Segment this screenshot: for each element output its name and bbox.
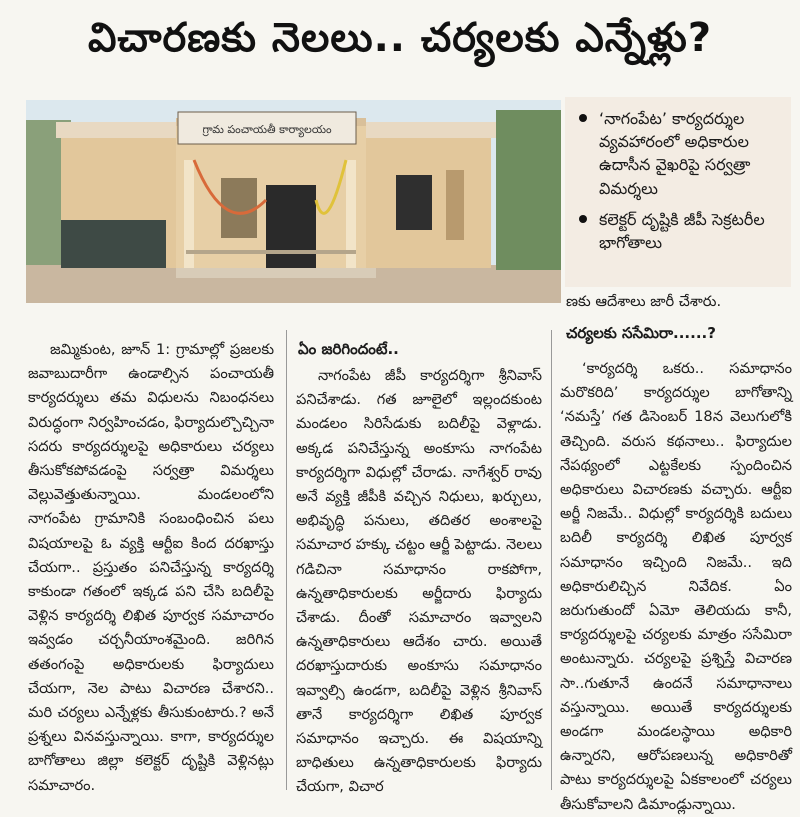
bullet-icon [579, 114, 587, 122]
column-2-paragraph: నాగంపేట జీపీ కార్యదర్శిగా శ్రీనివాస్ పనిచేశాడు. గత జూలైలో ఇల్లందకుంట మండలం సిరిసేడుకు బదిలీపై వెళ్లాడు. అక్కడ పనిచేస్తున్న అంకూసు నాగంపేట కార్యదర్శిగా విధుల్లో చేరాడు. నాగేశ్వర్ రావు అనే వ్యక్తి జీపీకి వచ్చిన నిధులు, ఖర్చులు, అభివృద్ధి పనులు, తదితర అంశాలపై సమాచార హక్కు చట్టం ఆర్జీ పెట్టాడు. నెలలు గడిచినా సమాధానం రాకపోగా, ఉన్నతాధికారులకు అర్జీదారు ఫిర్యాదు చేశాడు. దీంతో సమాచారం ఇవ్వాలని ఉన్నతాధికారులు ఆదేశం చారు. అయితే దరఖాస్తుదారుకు అంకూసు సమాధానం ఇవ్వాల్సి ఉండగా, బదిలీపై వెళ్లిన శ్రీనివాస్ తానే కార్యదర్శిగా లిఖిత పూర్వక సమాధానం ఇచ్చారు. ఈ విషయాన్ని బాధితులు ఉన్నతాధికారులకు ఫిర్యాదు చేయగా, విచార [296, 367, 542, 796]
panchayat-building-image [26, 100, 561, 303]
column-2 [296, 338, 542, 800]
highlight-text: ‘నాగంపేట’ కార్యదర్శుల వ్యవహారంలో అధికారుల ఉదాసీన వైఖరిపై సర్వత్రా విమర్శలు [599, 109, 751, 198]
article-photo [26, 100, 561, 303]
column-3 [560, 357, 792, 817]
column-3-subhead: చర్యలకు ససేమిరా......? [566, 324, 716, 342]
column-1-paragraph: జమ్మికుంట, జూన్ 1: గ్రామాల్లో ప్రజలకు జవాబుదారీగా ఉండాల్సిన పంచాయతీ కార్యదర్శులు తమ విధులను నిబంధనలు విరుద్ధంగా నిర్వహించడం, ఫిర్యాదుల్చొచ్చినా సదరు కార్యదర్శులపై అధికారులు చర్యలు తీసుకోకపోవడంపై సర్వత్రా విమర్శలు వెల్లువెత్తుతున్నాయి. మండలంలోని నాగంపేట గ్రామానికి సంబంధించిన పలు విషయాలపై ఓ వ్యక్తి ఆర్టీఐ కింద దరఖాస్తు చేయగా.. ప్రస్తుతం పనిచేస్తున్న కార్యదర్శి కాకుండా గతంలో ఇక్కడ పని చేసి బదిలీపై వెళ్లిన కార్యదర్శి లిఖిత పూర్వక సమాచారం ఇవ్వడం చర్చనీయాంశమైంది. జరిగిన తతంగంపై అధికారులకు ఫిర్యాదులు చేయగా, నెల పాటు విచారణ చేశారని.. మరి చర్యలు ఎన్నేళ్లకు తీసుకుంటారు.? అనే ప్రశ్నలు వినవస్తున్నాయి. కాగా, కార్యదర్శుల బాగోతాలు జిల్లా కలెక్టర్ దృష్టికి వెళ్లినట్లు సమాచారం. [28, 341, 274, 794]
sign-text: గ్రామ పంచాయతీ కార్యాలయం [202, 123, 332, 136]
column-divider [286, 330, 287, 790]
highlight-item [579, 107, 781, 200]
bullet-icon [579, 215, 587, 223]
headline: విచారణకు నెలలు.. చర్యలకు ఎన్నేళ్లు? [87, 15, 713, 61]
column-1 [28, 338, 274, 798]
highlights-box [565, 97, 791, 287]
highlight-item [579, 208, 781, 254]
column-3-continuation: ణకు ఆదేశాలు జారీ చేశారు. [566, 293, 722, 310]
column-divider [551, 330, 552, 790]
column-2-subhead: ఏం జరిగిందంటే.. [298, 340, 399, 358]
column-3-paragraph: ‘కార్యదర్శి ఒకరు.. సమాధానం మరొకరిది’ కార్యదర్శుల బాగోతాన్ని ‘నమస్తే’ గత డిసెంబర్ 18న వెలుగులోకి తెచ్చింది. వరుస కథనాలు.. ఫిర్యాదుల నేపథ్యంలో ఎట్టకేలకు స్పందించిన అధికారులు విచారణకు వచ్చారు. ఆర్టీఐ అర్జీ నిజమే.. విధుల్లో కార్యదర్శికి బదులు బదిలీ కార్యదర్శి లిఖిత పూర్వక సమాధానం ఇచ్చింది నిజమే.. ఇది అధికారులిచ్చిన నివేదిక. ఏం జరుగుతుందో ఏమో తెలియదు కానీ, కార్యదర్శులపై చర్యలకు మాత్రం ససేమిరా అంటున్నారు. చర్యలపై ప్రశ్నిస్తే విచారణ సా..గుతూనే ఉందనే సమాధానాలు వస్తున్నాయి. అయితే కార్యదర్శులకు అండగా మండలస్థాయి అధికారి ఉన్నారని, ఆరోపణలున్న అధికారితో పాటు కార్యదర్శులపై ఏకకాలంలో చర్యలు తీసుకోవాలని డిమాండ్లున్నాయి. [560, 360, 792, 813]
highlight-text: కలెక్టర్ దృష్టికి జీపీ సెక్రటరీల భాగోతాలు [599, 209, 765, 252]
